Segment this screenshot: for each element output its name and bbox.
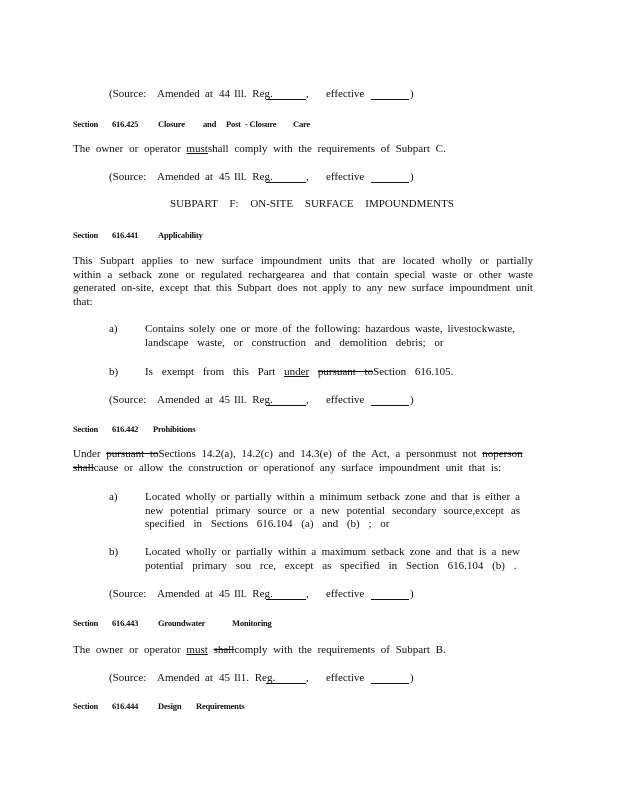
volume-number: 45 (219, 171, 230, 183)
effective-label: effective (326, 171, 365, 183)
section-title: Applicability (158, 230, 203, 240)
list-item-label: a) (109, 491, 118, 503)
body-line: Located wholly or partially within a maximum setback zone and that is a new (145, 546, 520, 558)
section-title: Design (158, 701, 182, 711)
at-label: at (205, 88, 213, 100)
effective-date-blank (371, 171, 409, 183)
volume-number: 45 (219, 394, 230, 406)
body-text: shall comply with the requirements of Subpart C. (207, 143, 446, 155)
register-label: Il1. Reg. (234, 672, 276, 684)
effective-label: effective (326, 588, 365, 600)
source-label: (Source: (109, 171, 147, 183)
at-label: at (205, 588, 213, 600)
effective-label: effective (326, 88, 365, 100)
section-number: 616.442 (112, 424, 139, 434)
close-paren: ) (410, 394, 414, 406)
body-line: landscape waste, or construction and demolition debris; or (145, 336, 444, 349)
source-label: (Source: (109, 88, 147, 100)
body-line: Contains solely one or more of the following: hazardous waste, livestockwaste, (145, 323, 515, 335)
body-line: new potential primary source or a new potential secondary source,except as (145, 504, 520, 517)
effective-date-blank (371, 672, 409, 684)
body-line: potential primary sou rce, except as specified in Section 616.104 (b) . (145, 559, 517, 572)
amended-label: Amended (157, 171, 200, 183)
register-label: Ill. Reg. (234, 88, 273, 100)
deleted-text: shall (73, 462, 94, 474)
subpart-heading: SUBPART F: ON-SITE SURFACE IMPOUNDMENTS (170, 198, 454, 210)
body-line: This Subpart applies to new surface impoundment units that are located wholly or partially (73, 255, 533, 267)
list-item-label: b) (109, 366, 119, 378)
source-label: (Source: (109, 672, 147, 684)
register-label: Ill. Reg. (234, 394, 273, 406)
section-title: Monitoring (232, 618, 272, 628)
section-number: 616.443 (112, 618, 139, 628)
deleted-text: pursuant to (106, 448, 159, 460)
section-number: 616.444 (112, 701, 139, 711)
close-paren: ) (410, 171, 414, 183)
at-label: at (205, 171, 213, 183)
section-title: Post (226, 119, 241, 129)
source-label: (Source: (109, 394, 147, 406)
section-616-442-item-a (145, 491, 520, 532)
deleted-text: no (482, 448, 494, 460)
body-text: comply with the requirements of Subpart B. (234, 644, 446, 656)
list-item-label: a) (109, 323, 118, 335)
close-paren: ) (410, 672, 414, 684)
register-page-blank (266, 394, 306, 406)
volume-number: 45 (219, 588, 230, 600)
effective-date-blank (371, 394, 409, 406)
section-title: Groundwater (158, 618, 206, 628)
body-text: Is exempt from this Part (145, 366, 276, 378)
body-line: within a setback zone or regulated rechargearea and that contain special waste or other waste (73, 268, 533, 281)
section-616-441-body (73, 255, 533, 309)
body-line: Located wholly or partially within a minimum setback zone and that is either a (145, 491, 520, 503)
body-text: The owner or operator (73, 143, 181, 155)
register-page-blank (266, 672, 306, 684)
amended-label: Amended (157, 588, 200, 600)
body-text: The owner or operator (73, 644, 181, 656)
source-label: (Source: (109, 588, 147, 600)
effective-date-blank (371, 88, 409, 100)
register-page-blank (266, 88, 306, 100)
amended-label: Amended (157, 88, 200, 100)
section-number: 616.425 (112, 119, 139, 129)
section-title: - Closure (245, 119, 277, 129)
volume-number: 44 (219, 88, 230, 100)
section-word: Section (73, 424, 99, 434)
register-page-blank (266, 171, 306, 183)
inserted-text: under (284, 366, 310, 378)
body-line: generated on-site, except that this Subpart does not apply to any new surface impoundment unit (73, 282, 533, 294)
deleted-text: person (493, 448, 523, 460)
section-title: Requirements (196, 701, 245, 711)
register-label: Ill. Reg. (234, 171, 273, 183)
list-item-label: b) (109, 546, 119, 558)
section-616-441-item-a (145, 323, 515, 350)
body-line: that: (73, 295, 93, 308)
section-word: Section (73, 230, 99, 240)
deleted-text: shall (213, 644, 235, 656)
section-word: Section (73, 701, 99, 711)
deleted-text: pursuant to (317, 366, 374, 378)
amended-label: Amended (157, 672, 200, 684)
inserted-text: must (186, 644, 208, 656)
register-label: Ill. Reg. (234, 588, 273, 600)
at-label: at (205, 394, 213, 406)
section-word: Section (73, 618, 99, 628)
body-text: Under (73, 448, 101, 460)
document-page: (Source: Amended at 44 Ill. Reg. , effective ) Section 616.425 Closure and Post - Closure Care The owner or operator mustshall comply with the requirements of Subpart C. (Source: Amended at 45 Ill. Reg. , effective ) SUBPART F: ON-SITE SURFACE IMPOUNDMENTS Section 616.441 Applicability This Subpart applies to new surface impoundment units that are located wholly or partially within a setback zone or regulated rechargearea and that contain special waste or other waste generated on-site, except that this Subpart does not apply to any new surface impoundment unit that: a) Contains solely one or more of the following: hazardous waste, livestockwaste, landscape waste, or construction and demolition debris; or b) Is exempt from this Part under pursuant toSection 616.105. (Source: Amended at 45 Ill. Reg. , effective ) Section 616.442 Prohibitions Under pursuant toSections 14.2(a), 14.2(c) and 14.3(e) of the Act, a personmust not noperson shallcause or allow the construction or operationof any surface impoundment unit that is: a) Located wholly or partially within a minimum setback zone and that is either a new potential primary source or a new potential secondary source,except as specified in Sections 616.104 (a) and (b) ; or b) Located wholly or partially within a maximum setback zone and that is a new potential primary sou rce, except as specified in Section 616.104 (b) . (Source: Amended at 45 Ill. Reg. , effective ) Section 616.443 Groundwater Monitoring The owner or operator must shallcomply with the requirements of Subpart B. (Source: Amended at 45 Il1. Reg. , effective ) Section 616.444 Design Requirements (73, 88, 533, 711)
inserted-text: must (186, 143, 208, 155)
section-title: Care (293, 119, 310, 129)
body-line: specified in Sections 616.104 (a) and (b) ; or (145, 518, 390, 530)
section-616-443-body (73, 644, 446, 657)
section-616-442-line-1 (73, 448, 523, 461)
section-616-442-item-b (145, 546, 520, 573)
section-title: and (203, 119, 217, 129)
body-text: cause or allow the construction or operationof any surface impoundment unit that is: (93, 462, 502, 474)
effective-label: effective (326, 394, 365, 406)
section-number: 616.441 (112, 230, 139, 240)
close-paren: ) (410, 88, 414, 100)
register-page-blank (266, 588, 306, 600)
section-title: Prohibitions (153, 424, 196, 434)
volume-number: 45 (219, 672, 230, 684)
section-616-442-line-2 (73, 462, 501, 475)
section-word: Section (73, 119, 99, 129)
section-616-441-item-b (145, 366, 453, 379)
at-label: at (205, 672, 213, 684)
body-text: Section 616.105. (373, 366, 454, 378)
section-616-425-body (73, 143, 446, 156)
close-paren: ) (410, 588, 414, 600)
effective-label: effective (326, 672, 365, 684)
amended-label: Amended (157, 394, 200, 406)
section-title: Closure (158, 119, 185, 129)
body-text: Sections 14.2(a), 14.2(c) and 14.3(e) of the Act, a personmust not (158, 448, 477, 460)
effective-date-blank (371, 588, 409, 600)
